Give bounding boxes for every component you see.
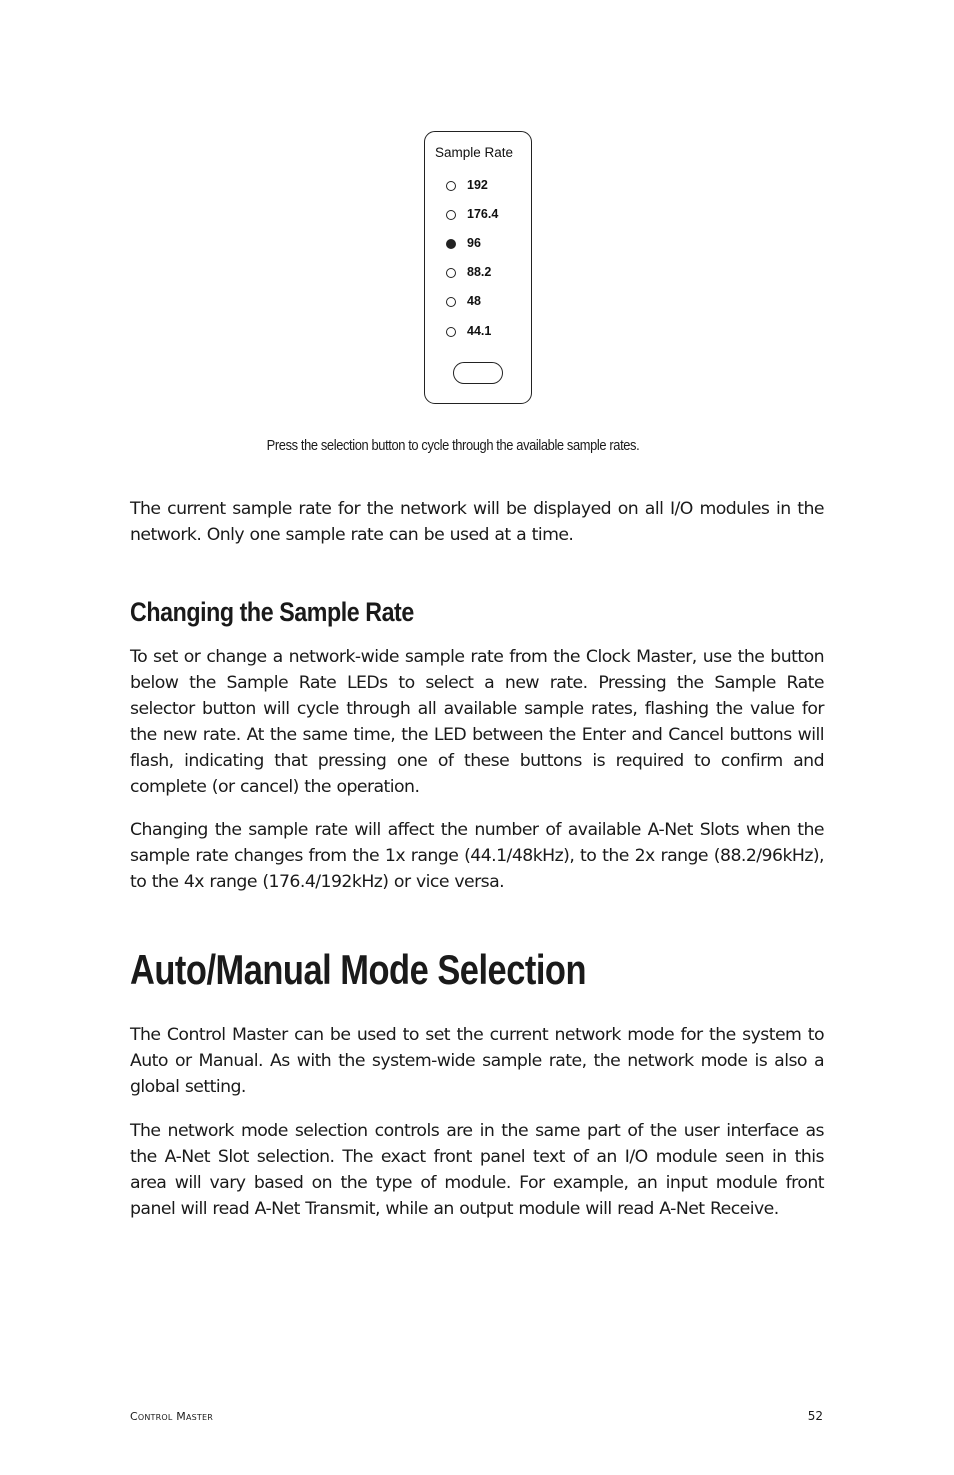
sample-rate-select-button[interactable] (453, 362, 503, 384)
led-row-48 (446, 294, 526, 310)
led-row-88-2 (446, 265, 526, 281)
led-indicator-icon (446, 268, 456, 278)
sample-rate-panel (424, 131, 532, 404)
led-row-44-1 (446, 324, 526, 340)
led-indicator-icon (446, 327, 456, 337)
panel-title: Sample Rate (435, 145, 514, 160)
page-number: 52 (807, 1409, 823, 1423)
led-indicator-icon (446, 297, 456, 307)
paragraph: To set or change a network-wide sample rate from the Clock Master, use the button below the Sample Rate LEDs to select a new rate. Pressing the Sample Rate selector button will cycle through all available sample rates, flashing the value for the new rate. At the same time, the LED between the Enter and Cancel buttons will flash, indicating that pressing one of these buttons is required to confirm and complete (or cancel) the operation. (130, 647, 824, 797)
led-label: 88.2 (467, 265, 492, 279)
led-indicator-icon (446, 210, 456, 220)
led-row-96 (446, 236, 526, 252)
section-heading-changing-sample-rate: Changing the Sample Rate (130, 597, 414, 627)
led-indicator-lit-icon (446, 239, 456, 249)
intro-paragraph: The current sample rate for the network will be displayed on all I/O modules in the network. Only one sample rate can be used at a time. (130, 499, 824, 545)
led-label: 192 (467, 178, 488, 192)
figure-caption: Press the selection button to cycle through the available sample rates. (266, 437, 640, 454)
led-indicator-icon (446, 181, 456, 191)
led-row-192 (446, 178, 526, 194)
led-label: 176.4 (467, 207, 499, 221)
led-label: 44.1 (467, 324, 492, 338)
led-label: 96 (467, 236, 481, 250)
footer-document-title: Control Master (130, 1410, 213, 1423)
page-title-auto-manual-mode: Auto/Manual Mode Selection (130, 946, 587, 993)
led-label: 48 (467, 294, 481, 308)
led-row-176-4 (446, 207, 526, 223)
paragraph: The Control Master can be used to set the current network mode for the system to Auto or Manual. As with the system-wide sample rate, the network mode is also a global setting. (130, 1025, 824, 1097)
paragraph: The network mode selection controls are in the same part of the user interface as the A-Net Slot selection. The exact front panel text of an I/O module seen in this area will vary based on the type of module. For example, an input module front panel will read A-Net Transmit, while an output module will read A-Net Receive. (130, 1121, 824, 1219)
paragraph: Changing the sample rate will affect the number of available A-Net Slots when the sample rate changes from the 1x range (44.1/48kHz), to the 2x range (88.2/96kHz), to the 4x range (176.4/192kHz) or vice versa. (130, 820, 824, 892)
